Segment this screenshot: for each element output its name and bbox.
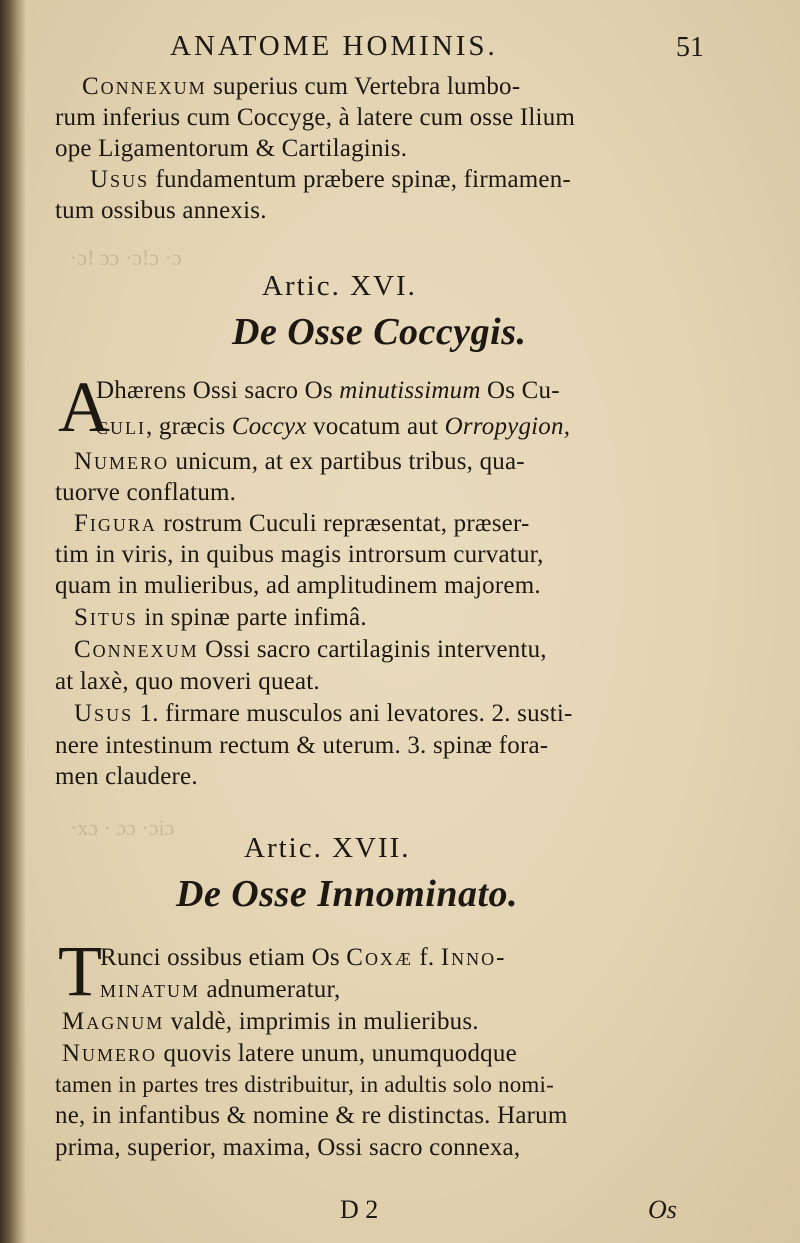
text-line: nere intestinum rectum & uterum. 3. spinæ fora- [55, 732, 549, 759]
drop-capital: T [58, 931, 102, 1011]
article-title: De Osse Coccygis. [232, 311, 527, 353]
text-line: Situs in spinæ parte infimâ. [74, 604, 367, 631]
article-heading: Artic. XVII. [244, 832, 411, 864]
text-line: tamen in partes tres distribuitur, in adultis solo nomi- [55, 1072, 554, 1097]
signature-mark: D 2 [340, 1195, 379, 1224]
text-line: culi, græcis Coccyx vocatum aut Orropygion, [96, 413, 571, 440]
text-line: tum ossibus annexis. [55, 197, 267, 224]
page-number: 51 [676, 32, 704, 63]
text-line: rum inferius cum Coccyge, à latere cum osse Ilium [55, 104, 576, 131]
text-line: Usus 1. firmare musculos ani levatores. 2. susti- [74, 700, 573, 727]
article-title: De Osse Innominato. [176, 873, 519, 915]
show-through-text: ·ɔ! ɔɔ ·ɔ!ɔ ·ɔ [70, 245, 182, 270]
text-line: Connexum Ossi sacro cartilaginis interventu, [74, 636, 547, 663]
text-line: Figura rostrum Cuculi repræsentat, præser- [74, 510, 530, 537]
text-line: Numero quovis latere unum, unumquodque [62, 1040, 517, 1067]
text-line: Usus fundamentum præbere spinæ, firmamen- [90, 166, 571, 193]
drop-capital: A [58, 367, 110, 447]
text-line: minatum adnumeratur, [100, 976, 341, 1003]
catchword: Os [648, 1195, 677, 1224]
text-line: Dhærens Ossi sacro Os minutissimum Os Cu- [96, 377, 560, 404]
binding-gutter [0, 0, 26, 1243]
text-line: Runci ossibus etiam Os Coxæ f. Inno- [100, 944, 507, 971]
show-through-text-2: ·xɔ · ɔɔ ·ɔiɔ [70, 815, 175, 840]
text-line: quam in mulieribus, ad amplitudinem majorem. [55, 572, 541, 599]
article-heading: Artic. XVI. [262, 270, 417, 302]
text-line: tuorve conflatum. [55, 479, 237, 506]
text-line: men claudere. [55, 763, 198, 790]
text-line: Magnum valdè, imprimis in mulieribus. [62, 1008, 479, 1035]
text-line: prima, superior, maxima, Ossi sacro connexa, [55, 1134, 521, 1161]
text-line: Numero unicum, at ex partibus tribus, qua- [74, 448, 525, 475]
running-title: ANATOME HOMINIS. [170, 30, 498, 62]
text-line: ope Ligamentorum & Cartilaginis. [55, 135, 408, 162]
text-line: at laxè, quo moveri queat. [55, 668, 320, 695]
text-line: tim in viris, in quibus magis introrsum curvatur, [55, 541, 544, 568]
text-line: ne, in infantibus & nomine & re distinctas. Harum [55, 1102, 568, 1129]
text-line: Connexum superius cum Vertebra lumbo- [82, 73, 521, 100]
